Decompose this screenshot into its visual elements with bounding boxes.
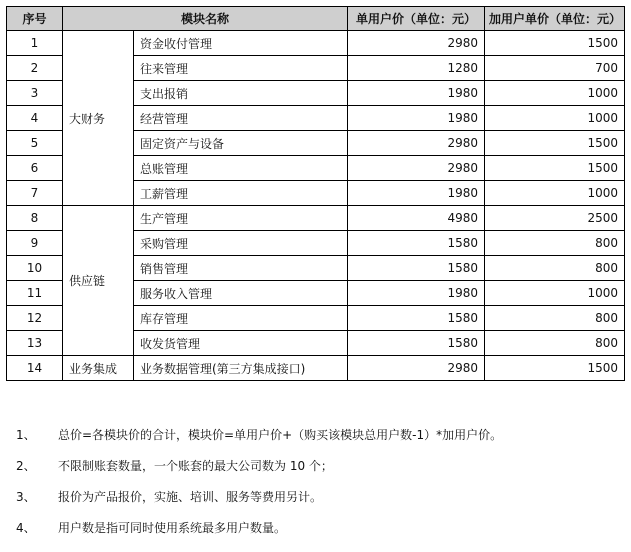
module-name: 资金收付管理 [134,31,348,56]
single-user-price: 2980 [348,356,485,381]
additional-user-price: 1500 [485,131,625,156]
header-add-price: 加用户单价（单位：元） [485,7,625,31]
additional-user-price: 800 [485,306,625,331]
note-spacer [42,459,58,474]
table-row [7,356,625,381]
additional-user-price: 800 [485,231,625,256]
module-name: 业务数据管理(第三方集成接口) [134,356,348,381]
note-spacer [42,490,58,505]
module-name: 服务收入管理 [134,281,348,306]
single-user-price: 1580 [348,306,485,331]
single-user-price: 4980 [348,206,485,231]
table-row [7,31,625,56]
note-number: 2、 [16,459,36,473]
note-text: 不限制账套数量，一个账套的最大公司数为 10 个； [58,459,333,473]
category-cell: 业务集成 [63,356,134,381]
note-number: 1、 [16,428,36,442]
row-number: 7 [7,181,63,206]
table-header-row [7,7,625,31]
additional-user-price: 800 [485,331,625,356]
single-user-price: 2980 [348,156,485,181]
header-module: 模块名称 [63,7,348,31]
row-number: 6 [7,156,63,181]
single-user-price: 1280 [348,56,485,81]
module-name: 总账管理 [134,156,348,181]
module-name: 往来管理 [134,56,348,81]
single-user-price: 1980 [348,106,485,131]
additional-user-price: 1500 [485,31,625,56]
module-name: 工薪管理 [134,181,348,206]
single-user-price: 1580 [348,331,485,356]
table-row [7,206,625,231]
note-item [16,459,502,474]
header-no: 序号 [7,7,63,31]
row-number: 1 [7,31,63,56]
row-number: 2 [7,56,63,81]
row-number: 5 [7,131,63,156]
row-number: 4 [7,106,63,131]
additional-user-price: 1000 [485,281,625,306]
note-text: 总价=各模块价的合计，模块价=单用户价+（购买该模块总用户数-1）*加用户价。 [58,428,503,442]
note-spacer [42,428,58,443]
single-user-price: 2980 [348,131,485,156]
note-text: 用户数是指可同时使用系统最多用户数量。 [58,521,287,535]
row-number: 10 [7,256,63,281]
row-number: 9 [7,231,63,256]
single-user-price: 1980 [348,81,485,106]
note-number: 3、 [16,490,36,504]
single-user-price: 2980 [348,31,485,56]
row-number: 3 [7,81,63,106]
table-body [7,31,625,381]
additional-user-price: 1000 [485,106,625,131]
additional-user-price: 1000 [485,181,625,206]
row-number: 14 [7,356,63,381]
module-name: 销售管理 [134,256,348,281]
module-name: 库存管理 [134,306,348,331]
category-cell: 大财务 [63,31,134,206]
single-user-price: 1580 [348,256,485,281]
module-name: 经营管理 [134,106,348,131]
note-item [16,490,502,505]
additional-user-price: 1000 [485,81,625,106]
module-name: 收发货管理 [134,331,348,356]
row-number: 11 [7,281,63,306]
single-user-price: 1580 [348,231,485,256]
note-item [16,428,502,443]
price-table [6,6,625,381]
additional-user-price: 800 [485,256,625,281]
module-name: 生产管理 [134,206,348,231]
note-text: 报价为产品报价，实施、培训、服务等费用另计。 [58,490,323,504]
module-name: 采购管理 [134,231,348,256]
header-single-price: 单用户价（单位：元） [348,7,485,31]
module-name: 支出报销 [134,81,348,106]
row-number: 8 [7,206,63,231]
additional-user-price: 2500 [485,206,625,231]
row-number: 13 [7,331,63,356]
note-item [16,521,502,536]
single-user-price: 1980 [348,181,485,206]
row-number: 12 [7,306,63,331]
single-user-price: 1980 [348,281,485,306]
module-name: 固定资产与设备 [134,131,348,156]
additional-user-price: 1500 [485,356,625,381]
note-spacer [42,521,58,536]
note-number: 4、 [16,521,36,535]
additional-user-price: 1500 [485,156,625,181]
additional-user-price: 700 [485,56,625,81]
notes-list [16,428,502,552]
category-cell: 供应链 [63,206,134,356]
